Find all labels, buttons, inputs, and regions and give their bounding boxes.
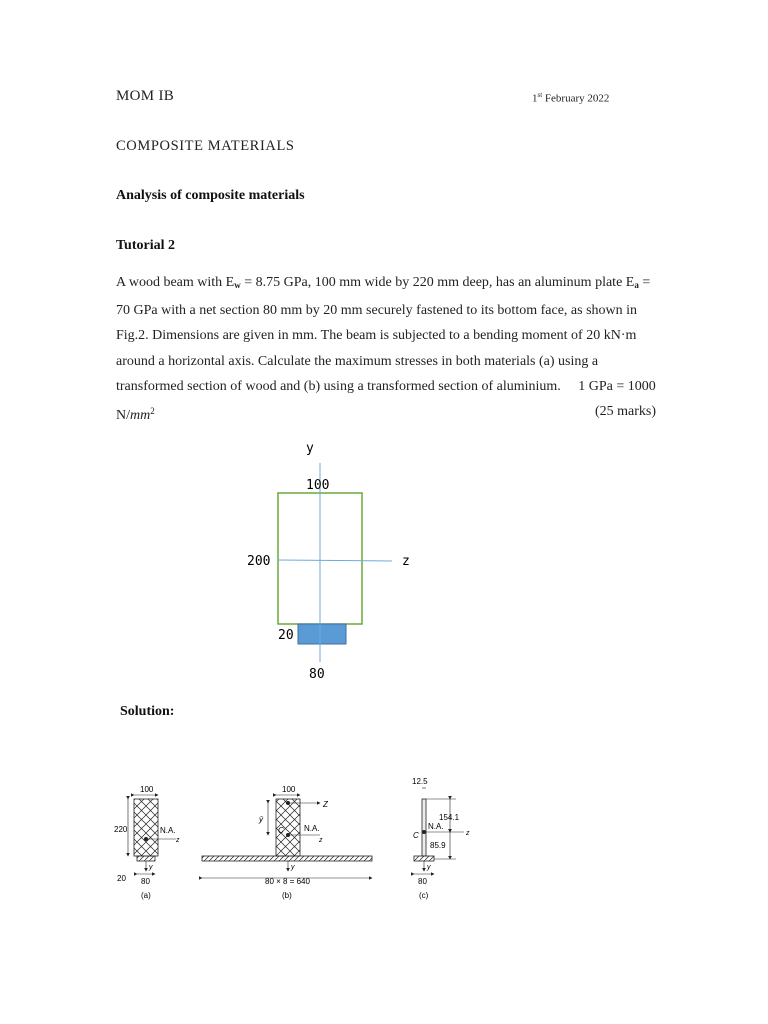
height-label: 200 xyxy=(247,554,271,569)
marks: (25 marks) xyxy=(594,404,656,420)
z-axis-label: z xyxy=(402,554,410,569)
c-plate-width-label: 80 xyxy=(418,877,427,886)
b-z-label: Z xyxy=(323,800,328,809)
b-caption: (b) xyxy=(282,891,292,900)
c-z-label: z xyxy=(466,830,470,837)
b-na-label: N.A. xyxy=(304,824,320,833)
plate-width-label: 80 xyxy=(309,667,325,682)
section-title: COMPOSITE MATERIALS xyxy=(116,138,295,154)
c-c-label: C xyxy=(413,831,419,840)
b-z2-label: z xyxy=(319,837,323,844)
c-caption: (c) xyxy=(419,891,429,900)
solution-figure xyxy=(110,770,490,910)
a-na-label: N.A. xyxy=(160,826,176,835)
figure-c xyxy=(412,777,470,900)
y-axis-label: y xyxy=(306,441,314,456)
b-ybar-label: ȳ xyxy=(259,815,263,824)
a-plate-thickness-label: 20 xyxy=(117,874,126,883)
a-y-label: y xyxy=(149,864,153,871)
a-height-label: 220 xyxy=(114,825,128,834)
b-c-label: C xyxy=(278,826,284,835)
a-width-label: 100 xyxy=(140,785,154,794)
solution-label: Solution: xyxy=(120,704,175,719)
b-plate-width-label: 80 × 8 = 640 xyxy=(265,877,310,886)
date: 1st February 2022 xyxy=(532,91,610,105)
b-width-label: 100 xyxy=(282,785,296,794)
a-z-label: z xyxy=(176,837,180,844)
a-plate-width-label: 80 xyxy=(141,877,150,886)
tutorial-heading: Tutorial 2 xyxy=(116,238,175,253)
figure-a xyxy=(114,785,180,900)
figure-2-cross-section xyxy=(230,430,430,690)
a-caption: (a) xyxy=(141,891,151,900)
b-y-label: y xyxy=(291,864,295,871)
c-width-label: 12.5 xyxy=(412,777,428,786)
subtitle: Analysis of composite materials xyxy=(116,188,305,203)
course-code: MOM IB xyxy=(116,88,175,104)
aluminum-plate xyxy=(298,624,346,644)
width-label: 100 xyxy=(306,478,330,493)
figure-b xyxy=(202,785,372,900)
plate-thickness-label: 20 xyxy=(278,628,294,643)
c-bottom-dist-label: 85.9 xyxy=(430,841,446,850)
c-top-dist-label: 154.1 xyxy=(439,813,460,822)
c-na-label: N.A. xyxy=(428,822,444,831)
c-y-label: y xyxy=(427,864,431,871)
problem-statement: A wood beam with $E_w = 8.75$ GPa, 100 mm wide by 220 mm deep, has an aluminum plate $E_a = 70$ GPa with a net section 80 mm by 20 mm securely fastened to its bottom face, as shown in Fig.2. Dimensions are given in mm. The beam is subjected to a bending moment of 20 kN·m around a horizontal axis. Calculate the maximum stresses in both materials (a) using a transformed section of wood and (b) using a transformed section of aluminium. 1 GPa = 1000 $N/mm^2$ (25 marks) xyxy=(116,275,656,424)
unit-conversion: 1 GPa = 1000 $N/mm^2$ xyxy=(116,378,656,424)
z-axis xyxy=(278,560,392,561)
